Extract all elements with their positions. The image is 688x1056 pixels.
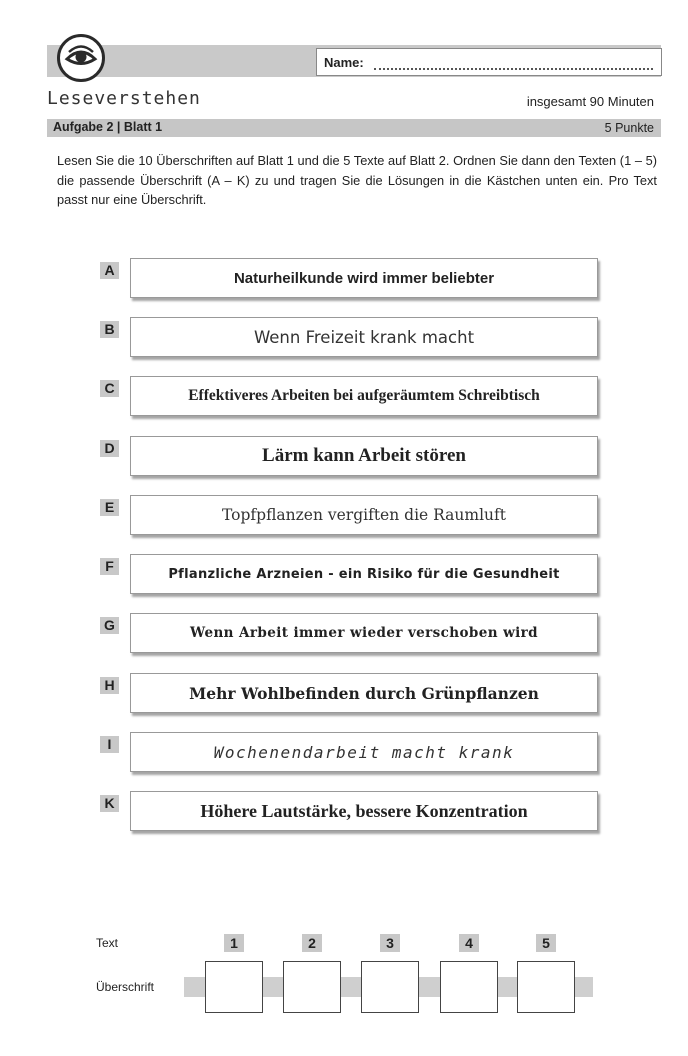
answer-box-1[interactable] (205, 961, 263, 1013)
answer-box-5[interactable] (517, 961, 575, 1013)
heading-letter: A (100, 262, 119, 279)
heading-text: Mehr Wohlbefinden durch Grünpflanzen (189, 683, 539, 703)
heading-row-label: Überschrift (96, 980, 155, 994)
time-info: insgesamt 90 Minuten (526, 94, 654, 109)
eye-icon (57, 34, 105, 82)
heading-letter: G (100, 617, 119, 634)
heading-letter: I (100, 736, 119, 753)
text-number: 1 (224, 934, 244, 952)
heading-box (130, 258, 598, 298)
heading-letter: K (100, 795, 119, 812)
name-label: Name: (324, 54, 364, 70)
heading-box (130, 613, 598, 653)
heading-text: Wenn Freizeit krank macht (253, 327, 475, 347)
heading-box (130, 673, 598, 713)
heading-letter: H (100, 677, 119, 694)
heading-letter: D (100, 440, 119, 457)
heading-box (130, 791, 598, 831)
heading-box (130, 376, 598, 416)
section-title: Leseverstehen (47, 88, 201, 109)
heading-box (130, 554, 598, 594)
heading-text: Lärm kann Arbeit stören (262, 445, 466, 466)
heading-text: Topfpflanzen vergiften die Raumluft (222, 506, 506, 524)
text-number: 2 (302, 934, 322, 952)
heading-box (130, 732, 598, 772)
heading-text: Pflanzliche Arzneien - ein Risiko für die Gesundheit (168, 566, 560, 582)
answer-box-4[interactable] (440, 961, 498, 1013)
heading-letter: B (100, 321, 119, 338)
heading-text: Effektiveres Arbeiten bei aufgeräumtem Schreibtisch (188, 387, 540, 404)
answer-box-2[interactable] (283, 961, 341, 1013)
heading-text: Naturheilkunde wird immer beliebter (233, 269, 495, 287)
name-field[interactable] (316, 48, 662, 76)
instructions-text: Lesen Sie die 10 Überschriften auf Blatt 1 und die 5 Texte auf Blatt 2. Ordnen Sie dann den Texten (1 – 5) die passende Überschrift (A – K) zu und tragen Sie die Lösungen in die Kästchen unten ein. Pro Text passt nur eine Überschrift. (57, 153, 657, 207)
heading-box (130, 436, 598, 476)
text-row-label: Text (96, 936, 119, 950)
heading-text: Wenn Arbeit immer wieder verschoben wird (190, 625, 538, 641)
heading-text: Wochenendarbeit macht krank (213, 742, 515, 762)
task-points: 5 Punkte (604, 121, 654, 135)
heading-letter: F (100, 558, 119, 575)
task-title: Aufgabe 2 | Blatt 1 (53, 120, 163, 134)
answer-box-3[interactable] (361, 961, 419, 1013)
name-dotted-line (374, 67, 653, 70)
heading-text: Höhere Lautstärke, bessere Konzentration (200, 800, 528, 821)
text-number: 3 (380, 934, 400, 952)
heading-letter: C (100, 380, 119, 397)
heading-box (130, 317, 598, 357)
text-number: 4 (459, 934, 479, 952)
heading-letter: E (100, 499, 119, 516)
text-number: 5 (536, 934, 556, 952)
heading-box (130, 495, 598, 535)
